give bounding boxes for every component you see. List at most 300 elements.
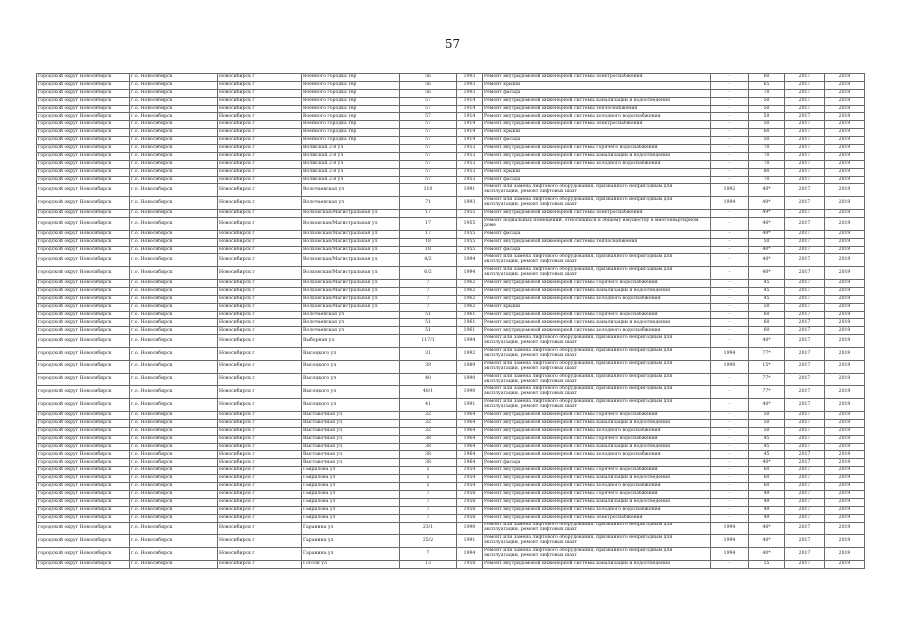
city-district-cell: г.о. Новосибирск [130, 145, 218, 153]
house-number-cell: 7 [400, 280, 457, 288]
work-type-cell: Ремонт внутридомовой инженерной системы канализации и водоотведения [483, 443, 711, 451]
plan-start-year-cell: 2017 [785, 121, 825, 129]
plan-end-year-cell: 2019 [825, 197, 865, 210]
city-district-cell: г.о. Новосибирск [130, 443, 218, 451]
municipality-cell: городской округ Новосибирск [37, 483, 130, 491]
house-number-cell: 7 [400, 490, 457, 498]
municipality-cell: городской округ Новосибирск [37, 230, 130, 238]
work-type-cell: Ремонт внутридомовой инженерной системы холодного водоснабжения [483, 295, 711, 303]
house-number-cell: 5 [400, 475, 457, 483]
street-cell: Военного городка тер [302, 89, 400, 97]
municipality-cell: городской округ Новосибирск [37, 360, 130, 373]
house-number-cell: 39 [400, 360, 457, 373]
table-row [37, 210, 865, 218]
table-row [37, 197, 865, 210]
municipality-cell: городской округ Новосибирск [37, 475, 130, 483]
value-cell: 60 [749, 475, 785, 483]
plan-start-year-cell: 2017 [785, 129, 825, 137]
street-cell: Выставочная ул [302, 451, 400, 459]
last-repair-year-cell: - [711, 319, 749, 327]
plan-end-year-cell: 2019 [825, 475, 865, 483]
table-row [37, 560, 865, 568]
locality-cell: Новосибирск г [218, 319, 302, 327]
plan-start-year-cell: 2017 [785, 483, 825, 491]
plan-start-year-cell: 2017 [785, 145, 825, 153]
plan-end-year-cell: 2019 [825, 498, 865, 506]
locality-cell: Новосибирск г [218, 238, 302, 246]
house-number-cell: 7 [400, 548, 457, 561]
street-cell: Выставочная ул [302, 435, 400, 443]
value-cell: 50 [749, 427, 785, 435]
locality-cell: Новосибирск г [218, 113, 302, 121]
work-type-cell: Ремонт или замена лифтового оборудования, признанного непригодным для эксплуатации, ремонт лифтовых шахт [483, 254, 711, 267]
city-district-cell: г.о. Новосибирск [130, 348, 218, 361]
city-district-cell: г.о. Новосибирск [130, 514, 218, 522]
locality-cell: Новосибирск г [218, 548, 302, 561]
street-cell: Волховская/Магистральная ул [302, 210, 400, 218]
value-cell: 15* [749, 360, 785, 373]
house-number-cell: 23/1 [400, 522, 457, 535]
plan-end-year-cell: 2019 [825, 386, 865, 399]
last-repair-year-cell: - [711, 475, 749, 483]
last-repair-year-cell: - [711, 467, 749, 475]
plan-start-year-cell: 2017 [785, 217, 825, 230]
locality-cell: Новосибирск г [218, 506, 302, 514]
last-repair-year-cell: 1994 [711, 197, 749, 210]
build-year-cell: 1993 [457, 197, 483, 210]
table-row [37, 168, 865, 176]
last-repair-year-cell: - [711, 295, 749, 303]
municipality-cell: городской округ Новосибирск [37, 160, 130, 168]
build-year-cell: 1903 [457, 89, 483, 97]
municipality-cell: городской округ Новосибирск [37, 548, 130, 561]
city-district-cell: г.о. Новосибирск [130, 419, 218, 427]
plan-end-year-cell: 2019 [825, 548, 865, 561]
last-repair-year-cell: - [711, 74, 749, 82]
street-cell: Выставочная ул [302, 419, 400, 427]
plan-end-year-cell: 2019 [825, 160, 865, 168]
table-body [37, 74, 865, 569]
street-cell: Военного городка тер [302, 121, 400, 129]
house-number-cell: 110 [400, 184, 457, 197]
last-repair-year-cell: - [711, 97, 749, 105]
last-repair-year-cell: - [711, 287, 749, 295]
house-number-cell: 32 [400, 412, 457, 420]
municipality-cell: городской округ Новосибирск [37, 267, 130, 280]
municipality-cell: городской округ Новосибирск [37, 287, 130, 295]
build-year-cell: 1954 [457, 467, 483, 475]
locality-cell: Новосибирск г [218, 152, 302, 160]
plan-start-year-cell: 2017 [785, 490, 825, 498]
table-row [37, 522, 865, 535]
street-cell: Волжская 2-я ул [302, 145, 400, 153]
plan-start-year-cell: 2017 [785, 246, 825, 254]
locality-cell: Новосибирск г [218, 303, 302, 311]
street-cell: Гаврилова ул [302, 498, 400, 506]
plan-end-year-cell: 2019 [825, 435, 865, 443]
plan-end-year-cell: 2019 [825, 535, 865, 548]
locality-cell: Новосибирск г [218, 443, 302, 451]
city-district-cell: г.о. Новосибирск [130, 210, 218, 218]
locality-cell: Новосибирск г [218, 560, 302, 568]
plan-end-year-cell: 2019 [825, 443, 865, 451]
municipality-cell: городской округ Новосибирск [37, 210, 130, 218]
locality-cell: Новосибирск г [218, 419, 302, 427]
work-type-cell: Ремонт или замена лифтового оборудования, признанного непригодным для эксплуатации, ремонт лифтовых шахт [483, 386, 711, 399]
city-district-cell: г.о. Новосибирск [130, 427, 218, 435]
house-number-cell: 38 [400, 451, 457, 459]
house-number-cell: 57 [400, 105, 457, 113]
build-year-cell: 1914 [457, 105, 483, 113]
value-cell: 50 [749, 238, 785, 246]
house-number-cell: 56 [400, 89, 457, 97]
work-type-cell: Ремонт подвальных помещений, относящихся к общему имуществу в многоквартирном доме [483, 217, 711, 230]
work-type-cell: Ремонт или замена лифтового оборудования, признанного непригодным для эксплуатации, ремонт лифтовых шахт [483, 197, 711, 210]
build-year-cell: 1914 [457, 121, 483, 129]
street-cell: Волочаевская ул [302, 327, 400, 335]
street-cell: Гаранина ул [302, 522, 400, 535]
work-type-cell: Ремонт или замена лифтового оборудования, признанного непригодным для эксплуатации, ремонт лифтовых шахт [483, 548, 711, 561]
house-number-cell: 17 [400, 230, 457, 238]
house-number-cell: 7 [400, 303, 457, 311]
house-number-cell: 57 [400, 129, 457, 137]
plan-end-year-cell: 2019 [825, 427, 865, 435]
locality-cell: Новосибирск г [218, 475, 302, 483]
plan-start-year-cell: 2017 [785, 89, 825, 97]
value-cell: 50 [749, 419, 785, 427]
municipality-cell: городской округ Новосибирск [37, 467, 130, 475]
municipality-cell: городской округ Новосибирск [37, 176, 130, 184]
value-cell: 45 [749, 451, 785, 459]
city-district-cell: г.о. Новосибирск [130, 267, 218, 280]
work-type-cell: Ремонт внутридомовой инженерной системы канализации и водоотведения [483, 475, 711, 483]
build-year-cell: 1989 [457, 360, 483, 373]
street-cell: Гоголя ул [302, 560, 400, 568]
locality-cell: Новосибирск г [218, 335, 302, 348]
city-district-cell: г.о. Новосибирск [130, 238, 218, 246]
plan-start-year-cell: 2017 [785, 335, 825, 348]
build-year-cell: 1961 [457, 311, 483, 319]
street-cell: Волжская 2-я ул [302, 176, 400, 184]
street-cell: Волжская 2-я ул [302, 168, 400, 176]
table-row [37, 145, 865, 153]
locality-cell: Новосибирск г [218, 267, 302, 280]
municipality-cell: городской округ Новосибирск [37, 184, 130, 197]
street-cell: Гаранина ул [302, 535, 400, 548]
street-cell: Гаврилова ул [302, 483, 400, 491]
house-number-cell: 57 [400, 160, 457, 168]
locality-cell: Новосибирск г [218, 129, 302, 137]
municipality-cell: городской округ Новосибирск [37, 311, 130, 319]
plan-end-year-cell: 2019 [825, 267, 865, 280]
locality-cell: Новосибирск г [218, 74, 302, 82]
table-row [37, 459, 865, 467]
street-cell: Высоцкого ул [302, 386, 400, 399]
table-row [37, 498, 865, 506]
build-year-cell: 1953 [457, 152, 483, 160]
street-cell: Волховская/Магистральная ул [302, 246, 400, 254]
city-district-cell: г.о. Новосибирск [130, 113, 218, 121]
street-cell: Волочаевская ул [302, 197, 400, 210]
work-type-cell: Ремонт внутридомовой инженерной системы электроснабжения [483, 514, 711, 522]
plan-end-year-cell: 2019 [825, 399, 865, 412]
house-number-cell: 117/1 [400, 335, 457, 348]
street-cell: Военного городка тер [302, 113, 400, 121]
value-cell: 65 [749, 81, 785, 89]
value-cell: 70 [749, 152, 785, 160]
plan-end-year-cell: 2019 [825, 303, 865, 311]
build-year-cell: 1994 [457, 335, 483, 348]
work-type-cell: Ремонт внутридомовой инженерной системы канализации и водоотведения [483, 97, 711, 105]
street-cell: Волжская 2-я ул [302, 160, 400, 168]
municipality-cell: городской округ Новосибирск [37, 348, 130, 361]
municipality-cell: городской округ Новосибирск [37, 145, 130, 153]
municipality-cell: городской округ Новосибирск [37, 435, 130, 443]
plan-end-year-cell: 2019 [825, 287, 865, 295]
city-district-cell: г.о. Новосибирск [130, 399, 218, 412]
city-district-cell: г.о. Новосибирск [130, 160, 218, 168]
street-cell: Военного городка тер [302, 81, 400, 89]
municipality-cell: городской округ Новосибирск [37, 129, 130, 137]
locality-cell: Новосибирск г [218, 89, 302, 97]
street-cell: Военного городка тер [302, 137, 400, 145]
last-repair-year-cell: - [711, 210, 749, 218]
build-year-cell: 1958 [457, 506, 483, 514]
plan-end-year-cell: 2019 [825, 522, 865, 535]
work-type-cell: Ремонт крыши [483, 81, 711, 89]
municipality-cell: городской округ Новосибирск [37, 97, 130, 105]
plan-end-year-cell: 2019 [825, 514, 865, 522]
build-year-cell: 1962 [457, 295, 483, 303]
city-district-cell: г.о. Новосибирск [130, 230, 218, 238]
work-type-cell: Ремонт внутридомовой инженерной системы горячего водоснабжения [483, 412, 711, 420]
table-row [37, 399, 865, 412]
locality-cell: Новосибирск г [218, 197, 302, 210]
build-year-cell: 1914 [457, 137, 483, 145]
build-year-cell: 1955 [457, 217, 483, 230]
page-number: 57 [444, 37, 461, 51]
last-repair-year-cell: - [711, 137, 749, 145]
street-cell: Выставочная ул [302, 443, 400, 451]
plan-start-year-cell: 2017 [785, 435, 825, 443]
value-cell: 45 [749, 443, 785, 451]
plan-end-year-cell: 2019 [825, 105, 865, 113]
house-number-cell: 38 [400, 443, 457, 451]
street-cell: Волочаевская ул [302, 319, 400, 327]
street-cell: Гаранина ул [302, 548, 400, 561]
value-cell: 49* [749, 210, 785, 218]
work-type-cell: Ремонт внутридомовой инженерной системы холодного водоснабжения [483, 113, 711, 121]
city-district-cell: г.о. Новосибирск [130, 89, 218, 97]
plan-start-year-cell: 2017 [785, 184, 825, 197]
last-repair-year-cell: - [711, 311, 749, 319]
plan-end-year-cell: 2019 [825, 419, 865, 427]
locality-cell: Новосибирск г [218, 535, 302, 548]
value-cell: 50 [749, 412, 785, 420]
value-cell: 40* [749, 246, 785, 254]
table-row [37, 267, 865, 280]
table-row [37, 483, 865, 491]
plan-start-year-cell: 2017 [785, 160, 825, 168]
value-cell: 50 [749, 137, 785, 145]
street-cell: Волховская/Магистральная ул [302, 238, 400, 246]
value-cell: 50 [749, 113, 785, 121]
house-number-cell: 57 [400, 97, 457, 105]
plan-start-year-cell: 2017 [785, 176, 825, 184]
value-cell: 40* [749, 254, 785, 267]
work-type-cell: Ремонт внутридомовой инженерной системы холодного водоснабжения [483, 327, 711, 335]
house-number-cell: 7 [400, 295, 457, 303]
municipality-cell: городской округ Новосибирск [37, 451, 130, 459]
house-number-cell: 57 [400, 145, 457, 153]
work-type-cell: Ремонт внутридомовой инженерной системы канализации и водоотведения [483, 319, 711, 327]
last-repair-year-cell: - [711, 129, 749, 137]
plan-start-year-cell: 2017 [785, 467, 825, 475]
plan-end-year-cell: 2019 [825, 113, 865, 121]
table-row [37, 467, 865, 475]
table-row [37, 287, 865, 295]
build-year-cell: 1991 [457, 535, 483, 548]
build-year-cell: 1954 [457, 483, 483, 491]
locality-cell: Новосибирск г [218, 295, 302, 303]
plan-start-year-cell: 2017 [785, 113, 825, 121]
build-year-cell: 1955 [457, 246, 483, 254]
last-repair-year-cell: 1990 [711, 360, 749, 373]
work-type-cell: Ремонт внутридомовой инженерной системы холодного водоснабжения [483, 427, 711, 435]
plan-end-year-cell: 2019 [825, 360, 865, 373]
plan-end-year-cell: 2019 [825, 238, 865, 246]
work-type-cell: Ремонт внутридомовой инженерной системы канализации и водоотведения [483, 419, 711, 427]
city-district-cell: г.о. Новосибирск [130, 168, 218, 176]
build-year-cell: 1962 [457, 287, 483, 295]
locality-cell: Новосибирск г [218, 311, 302, 319]
build-year-cell: 1914 [457, 113, 483, 121]
build-year-cell: 1964 [457, 419, 483, 427]
plan-start-year-cell: 2017 [785, 197, 825, 210]
last-repair-year-cell: - [711, 451, 749, 459]
city-district-cell: г.о. Новосибирск [130, 360, 218, 373]
last-repair-year-cell: - [711, 443, 749, 451]
plan-start-year-cell: 2017 [785, 475, 825, 483]
last-repair-year-cell: 1994 [711, 522, 749, 535]
value-cell: 50 [749, 97, 785, 105]
value-cell: 55 [749, 560, 785, 568]
house-number-cell: 4/2 [400, 254, 457, 267]
table-row [37, 97, 865, 105]
plan-start-year-cell: 2017 [785, 97, 825, 105]
value-cell: 50 [749, 105, 785, 113]
plan-start-year-cell: 2017 [785, 412, 825, 420]
city-district-cell: г.о. Новосибирск [130, 295, 218, 303]
value-cell: 50 [749, 303, 785, 311]
plan-end-year-cell: 2019 [825, 121, 865, 129]
table-row [37, 360, 865, 373]
house-number-cell: 7 [400, 514, 457, 522]
street-cell: Выборная ул [302, 335, 400, 348]
house-number-cell: 57 [400, 113, 457, 121]
value-cell: 40* [749, 267, 785, 280]
table-row [37, 295, 865, 303]
city-district-cell: г.о. Новосибирск [130, 105, 218, 113]
last-repair-year-cell: 1994 [711, 548, 749, 561]
build-year-cell: 1990 [457, 386, 483, 399]
plan-start-year-cell: 2017 [785, 319, 825, 327]
last-repair-year-cell: - [711, 246, 749, 254]
plan-end-year-cell: 2019 [825, 311, 865, 319]
municipality-cell: городской округ Новосибирск [37, 327, 130, 335]
last-repair-year-cell: - [711, 230, 749, 238]
value-cell: 40* [749, 522, 785, 535]
table-row [37, 490, 865, 498]
plan-end-year-cell: 2019 [825, 246, 865, 254]
house-number-cell: 5 [400, 483, 457, 491]
plan-end-year-cell: 2019 [825, 137, 865, 145]
table-row [37, 419, 865, 427]
work-type-cell: Ремонт или замена лифтового оборудования, признанного непригодным для эксплуатации, ремонт лифтовых шахт [483, 335, 711, 348]
house-number-cell: 57 [400, 168, 457, 176]
value-cell: 40* [749, 399, 785, 412]
city-district-cell: г.о. Новосибирск [130, 535, 218, 548]
last-repair-year-cell: - [711, 152, 749, 160]
street-cell: Выставочная ул [302, 412, 400, 420]
street-cell: Выставочная ул [302, 427, 400, 435]
locality-cell: Новосибирск г [218, 399, 302, 412]
municipality-cell: городской округ Новосибирск [37, 373, 130, 386]
work-type-cell: Ремонт внутридомовой инженерной системы горячего водоснабжения [483, 435, 711, 443]
locality-cell: Новосибирск г [218, 514, 302, 522]
plan-end-year-cell: 2019 [825, 451, 865, 459]
value-cell: 40* [749, 459, 785, 467]
last-repair-year-cell: 1994 [711, 535, 749, 548]
city-district-cell: г.о. Новосибирск [130, 197, 218, 210]
street-cell: Высоцкого ул [302, 373, 400, 386]
build-year-cell: 1991 [457, 184, 483, 197]
locality-cell: Новосибирск г [218, 412, 302, 420]
table-row [37, 113, 865, 121]
plan-end-year-cell: 2019 [825, 319, 865, 327]
street-cell: Волховская/Магистральная ул [302, 230, 400, 238]
value-cell: 77* [749, 386, 785, 399]
last-repair-year-cell: - [711, 105, 749, 113]
table-row [37, 230, 865, 238]
table-row [37, 386, 865, 399]
build-year-cell: 1903 [457, 81, 483, 89]
table-row [37, 535, 865, 548]
house-number-cell: 51 [400, 327, 457, 335]
last-repair-year-cell: - [711, 514, 749, 522]
work-type-cell: Ремонт крыши [483, 168, 711, 176]
table-row [37, 74, 865, 82]
plan-end-year-cell: 2019 [825, 184, 865, 197]
street-cell: Волховская/Магистральная ул [302, 287, 400, 295]
street-cell: Гаврилова ул [302, 475, 400, 483]
last-repair-year-cell: - [711, 238, 749, 246]
municipality-cell: городской округ Новосибирск [37, 254, 130, 267]
street-cell: Высоцкого ул [302, 360, 400, 373]
house-number-cell: 51 [400, 311, 457, 319]
value-cell: 40* [749, 197, 785, 210]
last-repair-year-cell: - [711, 373, 749, 386]
house-number-cell: 25/2 [400, 535, 457, 548]
municipality-cell: городской округ Новосибирск [37, 246, 130, 254]
locality-cell: Новосибирск г [218, 483, 302, 491]
build-year-cell: 1962 [457, 280, 483, 288]
plan-start-year-cell: 2017 [785, 419, 825, 427]
locality-cell: Новосибирск г [218, 105, 302, 113]
work-type-cell: Ремонт внутридомовой инженерной системы теплоснабжения [483, 238, 711, 246]
locality-cell: Новосибирск г [218, 97, 302, 105]
house-number-cell: 7 [400, 287, 457, 295]
